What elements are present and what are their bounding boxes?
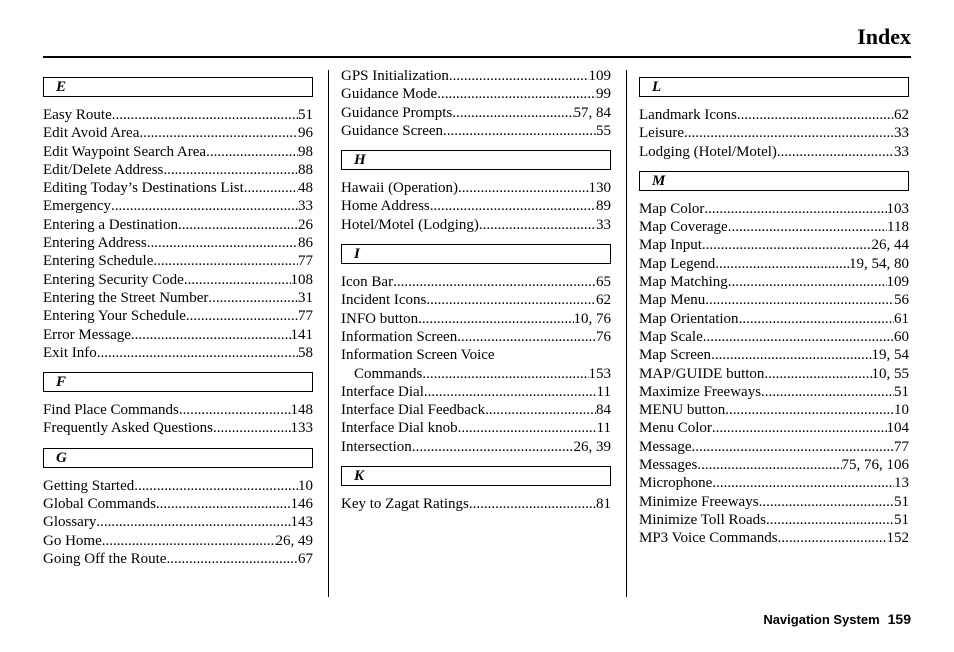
section-letter-header: K [341, 466, 611, 486]
page-footer [763, 611, 911, 627]
entry-page: 76 [596, 328, 611, 345]
entry-label: Home Address [341, 198, 430, 215]
index-entry [639, 236, 909, 254]
entry-page: 109 [588, 68, 611, 84]
entry-page: 89 [596, 198, 611, 215]
index-entry [639, 310, 909, 328]
entry-label: Map Orientation [639, 310, 739, 327]
entry-label: Maximize Freeways [639, 383, 762, 400]
index-entry [341, 383, 611, 401]
leader-dots [684, 124, 894, 142]
entry-page: 51 [298, 107, 313, 123]
index-entry [341, 495, 611, 513]
entry-page: 26, 44 [871, 237, 909, 254]
leader-dots [139, 124, 298, 142]
leader-dots [393, 273, 596, 291]
entry-label: INFO button [341, 310, 419, 327]
column-divider [626, 70, 627, 597]
entry-label: Edit Avoid Area [43, 125, 140, 142]
leader-dots [704, 200, 886, 218]
entry-label: Information Screen [341, 328, 458, 345]
index-entry [639, 218, 909, 236]
entry-label: Easy Route [43, 107, 112, 123]
entry-page: 26, 39 [573, 438, 611, 455]
index-entry [341, 179, 611, 197]
index-entry [43, 550, 313, 568]
index-entry [341, 438, 611, 456]
leader-dots [778, 529, 887, 547]
page-title: Index [857, 24, 911, 49]
leader-dots [766, 511, 894, 529]
index-entry [639, 143, 909, 161]
index-entry [43, 289, 313, 307]
index-entry [43, 106, 313, 124]
entry-label: Interface Dial knob [341, 420, 458, 437]
entry-label: Commands [354, 365, 423, 382]
entry-label: Entering Security Code [43, 271, 184, 288]
leader-dots [764, 365, 871, 383]
entry-label: Incident Icons [341, 292, 427, 309]
index-entry [639, 346, 909, 364]
entry-label: Hawaii (Operation) [341, 180, 459, 197]
leader-dots [715, 255, 849, 273]
entry-label: Map Legend [639, 255, 716, 272]
index-entry [639, 255, 909, 273]
leader-dots [777, 143, 894, 161]
leader-dots [485, 401, 596, 419]
entry-page: 75, 76, 106 [841, 457, 909, 474]
entry-label: Messages [639, 457, 698, 474]
leader-dots [705, 291, 894, 309]
leader-dots [184, 271, 291, 289]
entry-page: 152 [886, 530, 909, 547]
leader-dots [702, 236, 872, 254]
entry-page: 19, 54 [871, 347, 909, 364]
leader-dots [418, 310, 573, 328]
entry-page: 104 [886, 420, 909, 437]
index-entry [341, 291, 611, 309]
leader-dots [458, 179, 588, 197]
leader-dots [728, 218, 887, 236]
index-entry [639, 124, 909, 142]
entry-page: 62 [596, 292, 611, 309]
column-divider [328, 70, 329, 597]
entry-label: Intersection [341, 438, 412, 455]
index-entry [341, 122, 611, 140]
index-entry [43, 307, 313, 325]
index-entry [341, 104, 611, 122]
leader-dots [112, 106, 298, 124]
entry-page: 33 [596, 216, 611, 233]
entry-page: 10 [894, 402, 909, 419]
entry-page: 60 [894, 328, 909, 345]
index-entry [639, 328, 909, 346]
index-entry [639, 456, 909, 474]
index-entry [43, 197, 313, 215]
index-entry [639, 529, 909, 547]
leader-dots [697, 456, 841, 474]
entry-label: Entering Schedule [43, 253, 154, 270]
leader-dots [479, 216, 596, 234]
index-entry [43, 252, 313, 270]
entry-label: Guidance Prompts [341, 104, 453, 121]
index-entry [639, 365, 909, 383]
entry-label: MAP/GUIDE button [639, 365, 765, 382]
entry-label: Interface Dial [341, 383, 424, 400]
section-letter-header: H [341, 150, 611, 170]
leader-dots [458, 419, 597, 437]
index-entry [43, 513, 313, 531]
entry-page: 86 [298, 235, 313, 252]
entry-page: 103 [886, 200, 909, 217]
index-entry [43, 495, 313, 513]
leader-dots [443, 122, 596, 140]
index-entry [639, 419, 909, 437]
entry-label: GPS Initialization [341, 68, 449, 84]
index-entry [43, 161, 313, 179]
entry-page: 10, 55 [871, 365, 909, 382]
entry-page: 146 [290, 496, 313, 513]
entry-page: 81 [596, 496, 611, 513]
index-entry [639, 493, 909, 511]
entry-label: Glossary [43, 514, 97, 531]
index-entry [639, 401, 909, 419]
index-entry [341, 85, 611, 103]
index-column-2 [341, 67, 611, 513]
index-entry [639, 511, 909, 529]
index-entry [43, 344, 313, 362]
index-entry [341, 401, 611, 419]
entry-page: 84 [596, 402, 611, 419]
leader-dots [131, 326, 291, 344]
entry-label: Emergency [43, 198, 112, 215]
section-letter-header: M [639, 171, 909, 191]
entry-page: 51 [894, 511, 909, 528]
entry-page: 11 [596, 383, 611, 400]
index-entry [43, 419, 313, 437]
index-entry [639, 383, 909, 401]
entry-label: Map Matching [639, 274, 728, 291]
entry-page: 10 [298, 477, 313, 494]
leader-dots [153, 252, 298, 270]
index-entry [639, 474, 909, 492]
leader-dots [111, 197, 298, 215]
leader-dots [739, 310, 894, 328]
leader-dots [703, 328, 894, 346]
leader-dots [692, 438, 895, 456]
entry-page: 51 [894, 383, 909, 400]
index-entry [341, 419, 611, 437]
entry-label: Map Screen [639, 347, 712, 364]
index-entry [639, 273, 909, 291]
leader-dots [761, 383, 894, 401]
entry-label: Leisure [639, 125, 684, 142]
entry-label: Minimize Toll Roads [639, 511, 767, 528]
leader-dots [206, 143, 298, 161]
entry-label: Map Menu [639, 292, 706, 309]
leader-dots [208, 289, 298, 307]
leader-dots [712, 419, 887, 437]
leader-dots [426, 291, 596, 309]
entry-page: 148 [290, 402, 313, 419]
index-entry [43, 477, 313, 495]
leader-dots [96, 513, 290, 531]
index-entry [43, 234, 313, 252]
entry-page: 98 [298, 143, 313, 160]
leader-dots [102, 532, 276, 550]
index-column-3 [639, 67, 909, 548]
entry-page: 77 [298, 253, 313, 270]
leader-dots [457, 328, 596, 346]
index-entry [43, 179, 313, 197]
leader-dots [147, 234, 298, 252]
entry-page: 33 [894, 125, 909, 142]
index-column-1 [43, 67, 313, 568]
leader-dots [712, 474, 894, 492]
section-letter-header: E [43, 77, 313, 97]
leader-dots [244, 179, 298, 197]
entry-label: Going Off the Route [43, 550, 167, 567]
entry-label: Entering a Destination [43, 216, 178, 233]
entry-page: 96 [298, 125, 313, 142]
leader-dots [166, 550, 298, 568]
entry-page: 55 [596, 122, 611, 139]
leader-dots [156, 495, 291, 513]
section-letter-header: L [639, 77, 909, 97]
entry-label: Guidance Screen [341, 122, 444, 139]
index-entry [341, 216, 611, 234]
entry-label: Error Message [43, 326, 131, 343]
entry-label: Find Place Commands [43, 402, 179, 419]
entry-page: 33 [894, 143, 909, 160]
entry-page: 58 [298, 344, 313, 361]
index-entry [43, 271, 313, 289]
section-letter-header: F [43, 372, 313, 392]
entry-label: Map Input [639, 237, 702, 254]
entry-label: Icon Bar [341, 274, 394, 291]
entry-label: Map Scale [639, 328, 703, 345]
entry-page: 108 [290, 271, 313, 288]
index-entry [639, 438, 909, 456]
entry-page: 48 [298, 180, 313, 197]
leader-dots [469, 495, 596, 513]
entry-label: Minimize Freeways [639, 493, 759, 510]
entry-page: 65 [596, 274, 611, 291]
entry-label: Entering Address [43, 235, 147, 252]
page-number: 159 [887, 611, 911, 627]
leader-dots [422, 365, 588, 383]
entry-label: Go Home [43, 532, 102, 549]
leader-dots [759, 493, 894, 511]
section-letter-header: G [43, 448, 313, 468]
entry-page: 141 [290, 326, 313, 343]
entry-label: Menu Color [639, 420, 712, 437]
entry-page: 56 [894, 292, 909, 309]
index-entry [341, 365, 611, 383]
entry-page: 61 [894, 310, 909, 327]
leader-dots [728, 273, 887, 291]
leader-dots [424, 383, 597, 401]
section-letter-header: I [341, 244, 611, 264]
entry-label: Information Screen Voice [341, 347, 495, 364]
leader-dots [725, 401, 894, 419]
leader-dots [186, 307, 298, 325]
entry-page: 26, 49 [275, 532, 313, 549]
leader-dots [178, 216, 298, 234]
index-entry [639, 200, 909, 218]
index-entry [43, 532, 313, 550]
leader-dots [711, 346, 871, 364]
leader-dots [97, 344, 298, 362]
entry-page: 130 [588, 180, 611, 197]
entry-label: Global Commands [43, 496, 156, 513]
entry-label: Map Coverage [639, 219, 728, 236]
leader-dots [430, 197, 596, 215]
entry-label: Frequently Asked Questions [43, 420, 213, 437]
entry-label: Getting Started [43, 477, 135, 494]
entry-label: Edit/Delete Address [43, 161, 164, 178]
index-entry [341, 346, 611, 364]
entry-label: Map Color [639, 200, 705, 217]
index-entry [43, 216, 313, 234]
entry-page: 109 [886, 274, 909, 291]
index-entry [341, 310, 611, 328]
entry-label: MP3 Voice Commands [639, 530, 778, 547]
index-entry [43, 143, 313, 161]
entry-page: 26 [298, 216, 313, 233]
entry-label: MENU button [639, 402, 726, 419]
entry-label: Entering Your Schedule [43, 308, 186, 325]
entry-page: 19, 54, 80 [849, 255, 909, 272]
entry-page: 77 [298, 308, 313, 325]
leader-dots [134, 477, 298, 495]
entry-page: 13 [894, 475, 909, 492]
entry-page: 99 [596, 86, 611, 103]
index-entry [341, 328, 611, 346]
entry-page: 10, 76 [573, 310, 611, 327]
entry-label: Key to Zagat Ratings [341, 496, 469, 513]
footer-label: Navigation System [763, 612, 880, 627]
index-entry [341, 67, 611, 85]
leader-dots [437, 85, 596, 103]
leader-dots [213, 419, 291, 437]
index-entry [639, 106, 909, 124]
index-entry [341, 197, 611, 215]
leader-dots [737, 106, 894, 124]
entry-page: 11 [596, 420, 611, 437]
entry-page: 67 [298, 550, 313, 567]
index-entry [43, 124, 313, 142]
entry-label: Entering the Street Number [43, 289, 209, 306]
leader-dots [449, 67, 589, 85]
entry-page: 77 [894, 438, 909, 455]
leader-dots [452, 104, 573, 122]
leader-dots [163, 161, 298, 179]
entry-page: 133 [290, 420, 313, 437]
entry-page: 153 [588, 365, 611, 382]
entry-page: 31 [298, 289, 313, 306]
index-entry [43, 401, 313, 419]
entry-page: 57, 84 [573, 104, 611, 121]
entry-label: Landmark Icons [639, 107, 737, 123]
entry-label: Hotel/Motel (Lodging) [341, 216, 479, 233]
entry-label: Edit Waypoint Search Area [43, 143, 207, 160]
entry-label: Editing Today’s Destinations List [43, 180, 244, 197]
leader-dots [179, 401, 291, 419]
entry-page: 118 [887, 219, 909, 236]
entry-label: Interface Dial Feedback [341, 402, 486, 419]
entry-page: 143 [290, 514, 313, 531]
entry-page: 62 [894, 107, 909, 123]
entry-page: 88 [298, 161, 313, 178]
entry-label: Exit Info [43, 344, 97, 361]
entry-label: Microphone [639, 475, 713, 492]
title-rule [43, 56, 911, 58]
leader-dots [412, 438, 574, 456]
entry-label: Guidance Mode [341, 86, 438, 103]
entry-label: Lodging (Hotel/Motel) [639, 143, 777, 160]
entry-label: Message [639, 438, 692, 455]
index-entry [639, 291, 909, 309]
index-entry [43, 326, 313, 344]
entry-page: 51 [894, 493, 909, 510]
entry-page: 33 [298, 198, 313, 215]
index-entry [341, 273, 611, 291]
